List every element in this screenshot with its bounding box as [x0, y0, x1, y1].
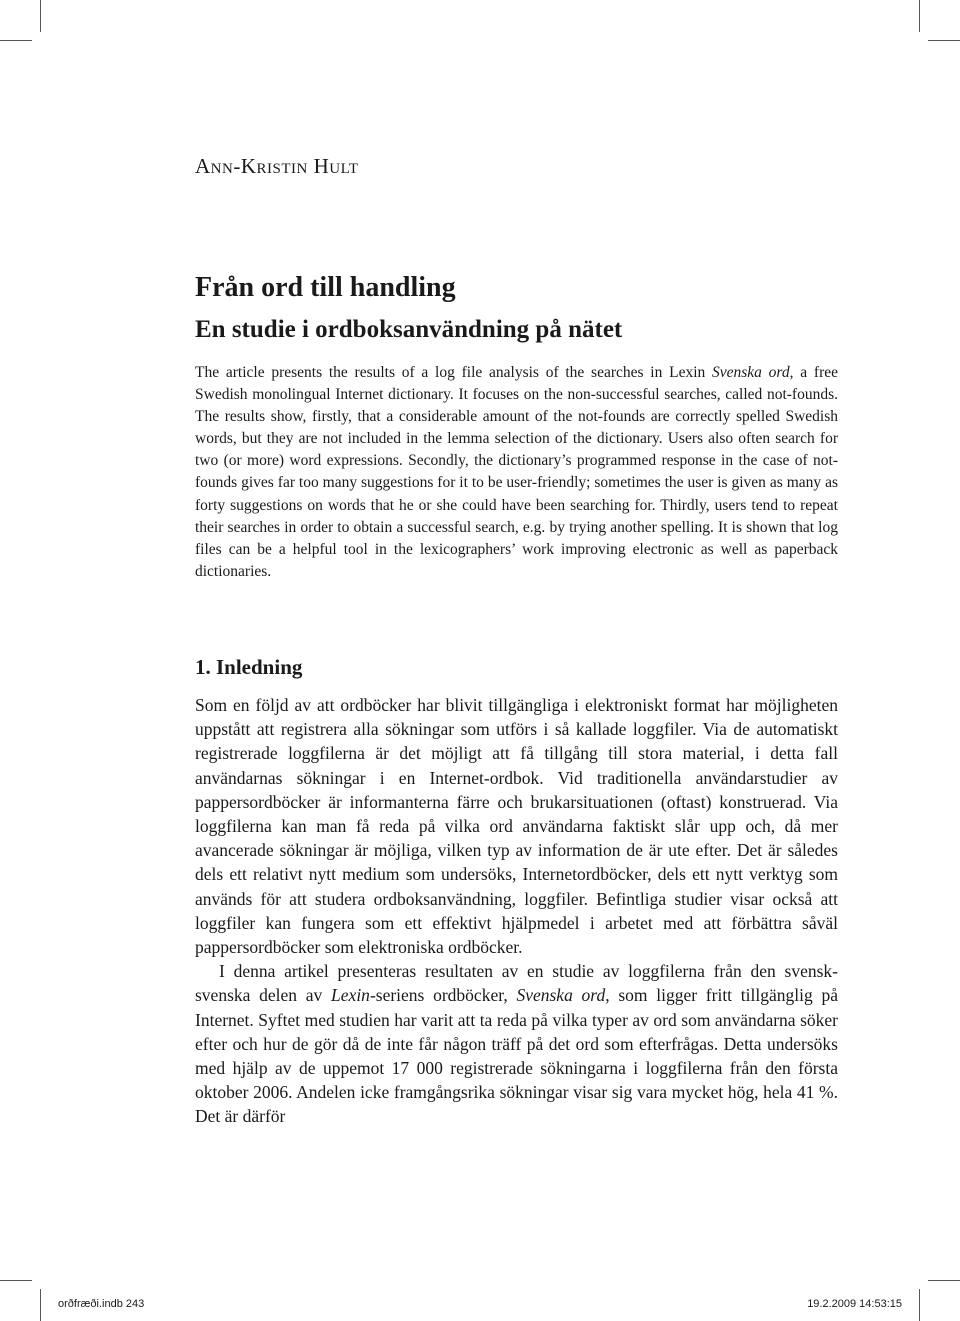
paragraph-text: I denna artikel presenteras resultaten av en studie av loggfilerna från den svensk-svenska delen av: [195, 961, 838, 1006]
paragraph-text: -seriens ordböcker,: [369, 985, 517, 1006]
paragraph-italic: Lexin: [331, 985, 370, 1006]
crop-mark-bottom-right-horizontal: [928, 1280, 960, 1281]
article-subtitle: En studie i ordboksanvändning på nätet: [195, 316, 623, 343]
crop-mark-top-right-vertical: [919, 0, 920, 32]
footer-file-info: orðfræði.indb 243: [58, 1298, 145, 1310]
paragraph-italic: Svenska ord: [516, 985, 606, 1006]
crop-mark-bottom-left-vertical: [40, 1289, 41, 1321]
crop-mark-top-right-horizontal: [928, 40, 960, 41]
paragraph-text: , som ligger fritt tillgänglig på Internet. Syftet med studien har varit att ta reda på vilka typer av ord som användarna söker efter och hur de gör då de inte får någon träff på det ord som efterfrågas. Detta undersöks med hjälp av de uppemot 17 000 registrerade sökningarna i loggfilerna från den första oktober 2006. Andelen icke framgångsrika sökningar visar sig vara mycket hög, hela 41 %. Det är därför: [195, 985, 838, 1127]
crop-mark-top-left-vertical: [40, 0, 41, 32]
abstract-italic-title: Svenska ord: [712, 364, 790, 381]
paragraph-1: Som en följd av att ordböcker har blivit tillgängliga i elektroniskt format har möjligheten uppstått att registrera alla sökningar som utförs i så kallade loggfiler. Via de automatiskt registrerade loggfilerna är det möjligt att få tillgång till stora material, i detta fall användarnas sökningar i en Internet-ordbok. Vid traditionella användarstudier av pappersordböcker är informanterna färre och brukarsituationen (oftast) konstruerad. Via loggfilerna kan man få reda på vilka ord användarna faktiskt slår upp och, då mer avancerade sökningar är möjliga, vilken typ av information de är ute efter. Det är således dels ett relativt nytt medium som undersöks, Internetordböcker, dels ett nytt verktyg som används för att studera ordboksanvändning, loggfiler. Befintliga studier visar också att loggfiler kan fungera som ett effektivt hjälpmedel i arbetet med att förbättra såväl pappersordböcker som elektroniska ordböcker.: [195, 695, 838, 958]
paragraph-2: [195, 959, 838, 1128]
section-heading: 1. Inledning: [195, 655, 303, 679]
article-title: Från ord till handling: [195, 272, 456, 303]
crop-mark-top-left-horizontal: [0, 40, 32, 41]
abstract-text: The article presents the results of a log file analysis of the searches in Lexin: [195, 364, 713, 381]
body-text: [195, 693, 838, 1129]
crop-mark-bottom-right-vertical: [919, 1289, 920, 1321]
abstract: [195, 362, 838, 583]
crop-mark-bottom-left-horizontal: [0, 1280, 32, 1281]
abstract-text: , a free Swedish monolingual Internet dictionary. It focuses on the non-successful searches, called not-founds. The results show, firstly, that a considerable amount of the not-founds are correctly spelled Swedish words, but they are not included in the lemma selection of the dictionary. Users also often search for two (or more) word expressions. Secondly, the dictionary’s programmed response in the case of not-founds gives far too many suggestions for it to be user-friendly; sometimes the user is given as many as forty suggestions on words that he or she could have been searching for. Thirdly, users tend to repeat their searches in order to obtain a successful search, e.g. by trying another spelling. It is shown that log files can be a helpful tool in the lexicographers’ work improving electronic as well as paperback dictionaries.: [195, 364, 838, 580]
footer-timestamp: 19.2.2009 14:53:15: [807, 1298, 902, 1310]
author-name: Ann-Kristin Hult: [195, 154, 359, 178]
